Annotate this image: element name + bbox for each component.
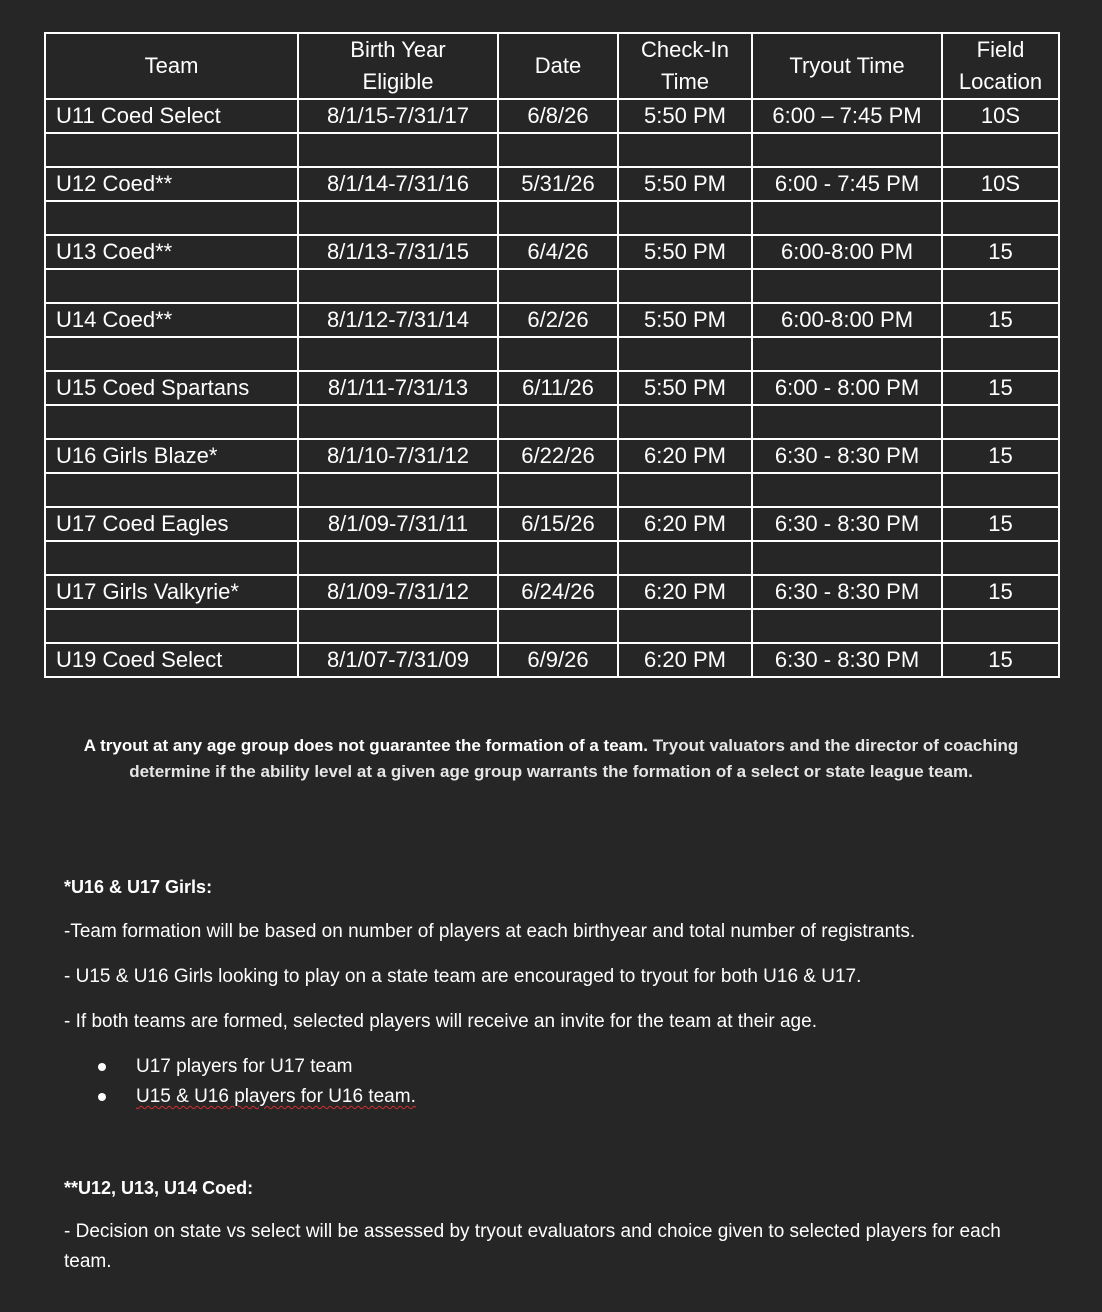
check-in-cell: 6:20 PM	[618, 439, 752, 473]
empty-cell	[942, 405, 1059, 439]
empty-cell	[752, 133, 942, 167]
tryout-time-cell: 6:00 - 8:00 PM	[752, 371, 942, 405]
team-cell: U13 Coed**	[45, 235, 298, 269]
column-header-line: Location	[958, 69, 1043, 94]
table-row	[45, 643, 1059, 677]
empty-cell	[752, 201, 942, 235]
table-row	[45, 371, 1059, 405]
coed-section-heading: **U12, U13, U14 Coed:	[64, 1178, 254, 1198]
empty-spacer-row	[45, 541, 1059, 575]
empty-cell	[752, 269, 942, 303]
empty-cell	[942, 337, 1059, 371]
empty-cell	[752, 541, 942, 575]
empty-cell	[298, 541, 498, 575]
date-cell: 6/11/26	[498, 371, 618, 405]
birth-year-cell: 8/1/15-7/31/17	[298, 99, 498, 133]
table-row	[45, 99, 1059, 133]
tryout-disclaimer	[70, 733, 1032, 785]
column-header-line: Eligible	[362, 69, 434, 94]
check-in-cell: 5:50 PM	[618, 99, 752, 133]
date-cell: 6/9/26	[498, 643, 618, 677]
table-row	[45, 439, 1059, 473]
empty-cell	[942, 133, 1059, 167]
coed-section	[64, 1173, 1044, 1277]
tryout-time-cell: 6:00-8:00 PM	[752, 235, 942, 269]
tryout-time-cell: 6:30 - 8:30 PM	[752, 507, 942, 541]
empty-spacer-row	[45, 473, 1059, 507]
column-header	[498, 33, 618, 99]
empty-cell	[752, 473, 942, 507]
empty-cell	[498, 337, 618, 371]
empty-cell	[942, 541, 1059, 575]
column-header	[298, 33, 498, 99]
birth-year-cell: 8/1/11-7/31/13	[298, 371, 498, 405]
column-header-line: Team	[144, 53, 199, 78]
birth-year-cell: 8/1/07-7/31/09	[298, 643, 498, 677]
disclaimer-bold-text: A tryout at any age group does not guarantee the formation of a team.	[83, 736, 648, 755]
tryout-time-cell: 6:00 – 7:45 PM	[752, 99, 942, 133]
date-cell: 5/31/26	[498, 167, 618, 201]
birth-year-cell: 8/1/13-7/31/15	[298, 235, 498, 269]
empty-spacer-row	[45, 609, 1059, 643]
column-header-line: Date	[534, 53, 582, 78]
empty-cell	[298, 473, 498, 507]
empty-cell	[752, 337, 942, 371]
column-header	[45, 33, 298, 99]
empty-cell	[942, 269, 1059, 303]
girls-section-heading: *U16 & U17 Girls:	[64, 877, 213, 897]
field-location-cell: 15	[942, 575, 1059, 609]
team-cell: U15 Coed Spartans	[45, 371, 298, 405]
table-header-row	[45, 33, 1059, 99]
column-header-line: Check-In	[640, 37, 730, 62]
empty-cell	[618, 541, 752, 575]
tryout-time-cell: 6:30 - 8:30 PM	[752, 439, 942, 473]
empty-cell	[45, 541, 298, 575]
column-header	[752, 33, 942, 99]
empty-cell	[298, 337, 498, 371]
table-row	[45, 575, 1059, 609]
empty-cell	[298, 201, 498, 235]
field-location-cell: 15	[942, 643, 1059, 677]
girls-section	[64, 872, 1044, 1112]
empty-spacer-row	[45, 201, 1059, 235]
table-body	[45, 99, 1059, 677]
girls-paragraph-1: -Team formation will be based on number of players at each birthyear and total number of registrants.	[64, 921, 916, 942]
team-cell: U17 Girls Valkyrie*	[45, 575, 298, 609]
check-in-cell: 6:20 PM	[618, 575, 752, 609]
empty-cell	[498, 405, 618, 439]
check-in-cell: 5:50 PM	[618, 371, 752, 405]
empty-cell	[45, 609, 298, 643]
team-cell: U12 Coed**	[45, 167, 298, 201]
empty-cell	[498, 541, 618, 575]
column-header	[942, 33, 1059, 99]
bullet-text: U15 & U16 players for U16 team.	[136, 1086, 416, 1107]
birth-year-cell: 8/1/14-7/31/16	[298, 167, 498, 201]
column-header-line: Time	[660, 69, 710, 94]
table-row	[45, 235, 1059, 269]
check-in-cell: 5:50 PM	[618, 235, 752, 269]
field-location-cell: 15	[942, 303, 1059, 337]
empty-cell	[45, 473, 298, 507]
table-row	[45, 303, 1059, 337]
check-in-cell: 6:20 PM	[618, 643, 752, 677]
empty-cell	[45, 337, 298, 371]
empty-cell	[618, 473, 752, 507]
date-cell: 6/8/26	[498, 99, 618, 133]
tryout-schedule-table	[44, 32, 1060, 678]
empty-cell	[298, 133, 498, 167]
empty-cell	[618, 337, 752, 371]
tryout-time-cell: 6:30 - 8:30 PM	[752, 575, 942, 609]
column-header-line: Field	[976, 37, 1025, 62]
column-header	[618, 33, 752, 99]
empty-cell	[498, 609, 618, 643]
coed-paragraph: - Decision on state vs select will be assessed by tryout evaluators and choice given to selected players for each team.	[64, 1221, 1001, 1272]
empty-cell	[618, 269, 752, 303]
empty-cell	[752, 609, 942, 643]
date-cell: 6/22/26	[498, 439, 618, 473]
girls-paragraph-3: - If both teams are formed, selected players will receive an invite for the team at their age.	[64, 1011, 817, 1032]
team-cell: U14 Coed**	[45, 303, 298, 337]
disclaimer-rest-text: Tryout valuators and the director of coaching determine if the ability level at a given age group warrants the formation of a select or state league team.	[129, 736, 1019, 781]
empty-cell	[498, 269, 618, 303]
empty-cell	[45, 201, 298, 235]
bullet-icon	[98, 1093, 106, 1101]
bullet-icon	[98, 1063, 106, 1071]
field-location-cell: 15	[942, 371, 1059, 405]
column-header-line: Birth Year	[350, 37, 446, 62]
empty-cell	[45, 269, 298, 303]
empty-cell	[618, 133, 752, 167]
empty-cell	[942, 473, 1059, 507]
birth-year-cell: 8/1/10-7/31/12	[298, 439, 498, 473]
empty-cell	[942, 609, 1059, 643]
date-cell: 6/15/26	[498, 507, 618, 541]
table-row	[45, 167, 1059, 201]
field-location-cell: 15	[942, 507, 1059, 541]
field-location-cell: 15	[942, 235, 1059, 269]
empty-cell	[618, 405, 752, 439]
date-cell: 6/4/26	[498, 235, 618, 269]
empty-cell	[298, 609, 498, 643]
empty-spacer-row	[45, 133, 1059, 167]
empty-cell	[618, 609, 752, 643]
team-cell: U16 Girls Blaze*	[45, 439, 298, 473]
empty-spacer-row	[45, 337, 1059, 371]
field-location-cell: 15	[942, 439, 1059, 473]
empty-spacer-row	[45, 405, 1059, 439]
birth-year-cell: 8/1/12-7/31/14	[298, 303, 498, 337]
date-cell: 6/2/26	[498, 303, 618, 337]
birth-year-cell: 8/1/09-7/31/12	[298, 575, 498, 609]
column-header-line: Tryout Time	[789, 53, 905, 78]
bullet-text: U17 players for U17 team	[136, 1056, 353, 1077]
check-in-cell: 5:50 PM	[618, 303, 752, 337]
field-location-cell: 10S	[942, 99, 1059, 133]
tryout-time-cell: 6:30 - 8:30 PM	[752, 643, 942, 677]
check-in-cell: 5:50 PM	[618, 167, 752, 201]
table-row	[45, 507, 1059, 541]
list-item	[64, 1052, 1044, 1082]
tryout-time-cell: 6:00 - 7:45 PM	[752, 167, 942, 201]
empty-cell	[942, 201, 1059, 235]
empty-cell	[498, 201, 618, 235]
birth-year-cell: 8/1/09-7/31/11	[298, 507, 498, 541]
empty-cell	[45, 133, 298, 167]
girls-paragraph-2: - U15 & U16 Girls looking to play on a state team are encouraged to tryout for both U16 & U17.	[64, 966, 862, 987]
team-cell: U11 Coed Select	[45, 99, 298, 133]
check-in-cell: 6:20 PM	[618, 507, 752, 541]
empty-cell	[298, 405, 498, 439]
empty-cell	[498, 473, 618, 507]
empty-cell	[298, 269, 498, 303]
tryout-time-cell: 6:00-8:00 PM	[752, 303, 942, 337]
team-cell: U17 Coed Eagles	[45, 507, 298, 541]
empty-cell	[498, 133, 618, 167]
team-cell: U19 Coed Select	[45, 643, 298, 677]
empty-cell	[752, 405, 942, 439]
empty-cell	[618, 201, 752, 235]
field-location-cell: 10S	[942, 167, 1059, 201]
girls-bullet-list	[64, 1052, 1044, 1112]
list-item	[64, 1082, 1044, 1112]
date-cell: 6/24/26	[498, 575, 618, 609]
empty-spacer-row	[45, 269, 1059, 303]
empty-cell	[45, 405, 298, 439]
